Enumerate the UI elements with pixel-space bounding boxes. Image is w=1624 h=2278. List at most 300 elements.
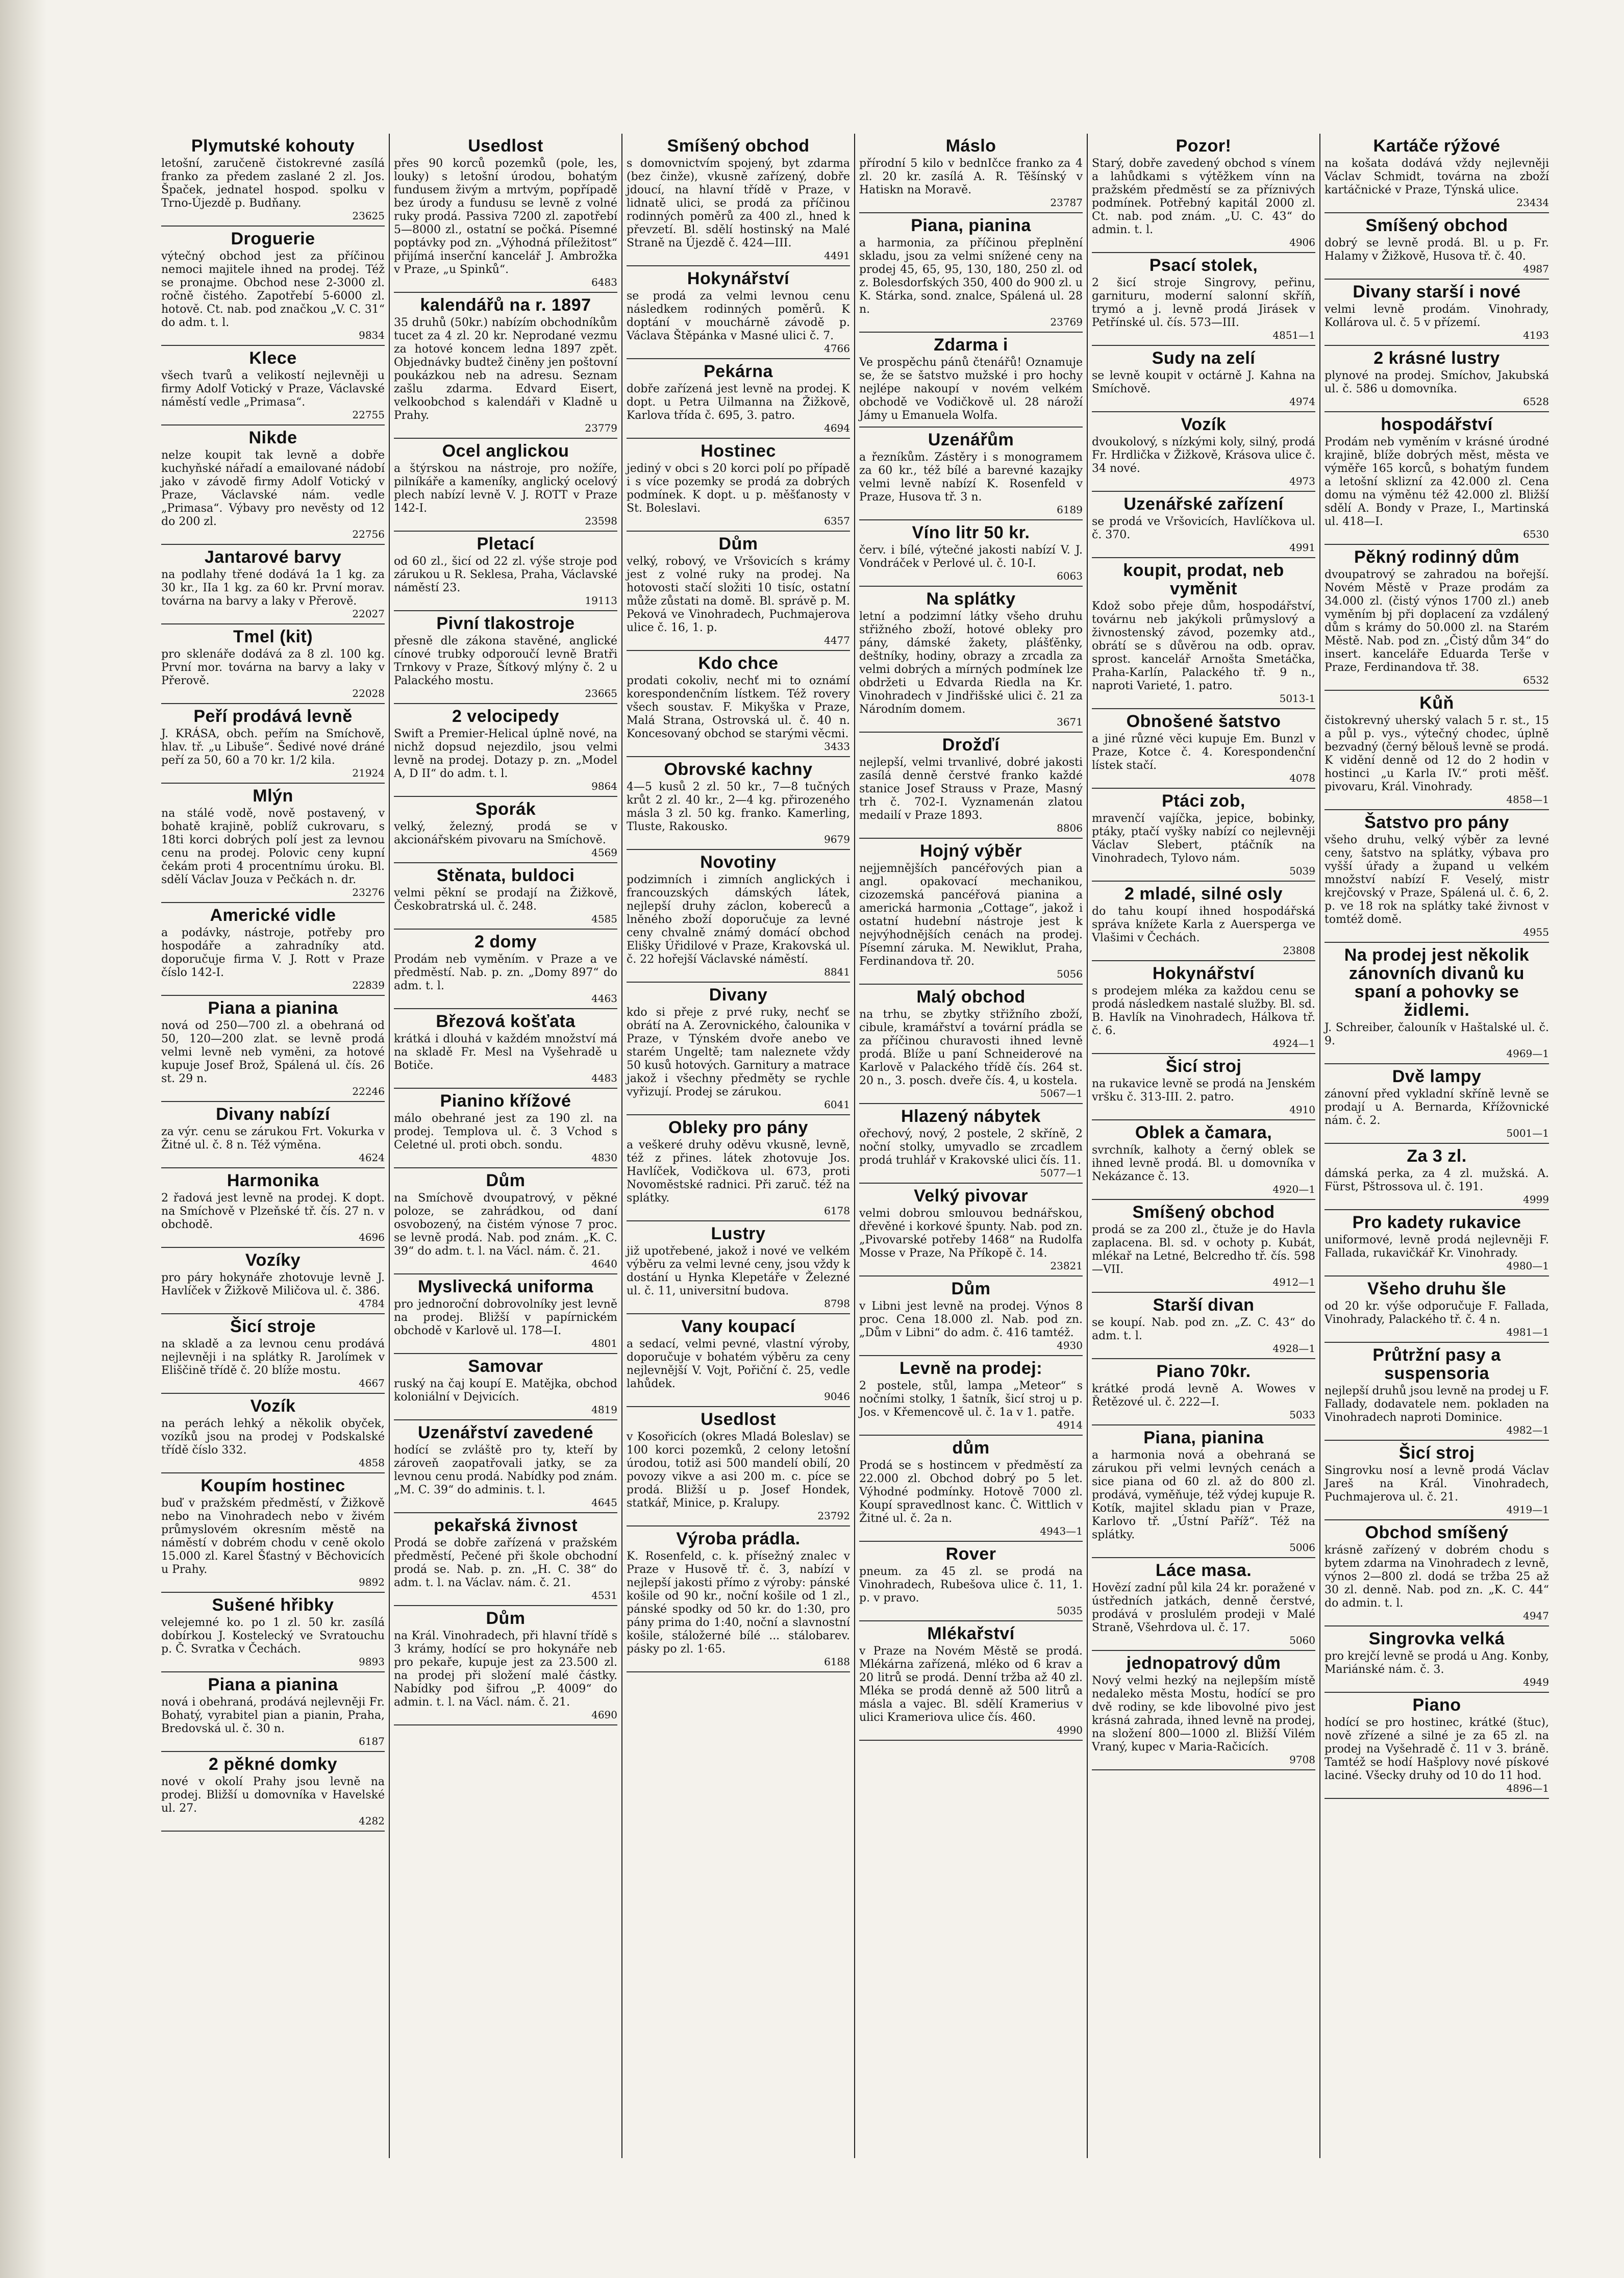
classified-ad	[859, 333, 1083, 428]
ad-text: nejlepší druhů jsou levně na prodej u F. Fallady, dodavatele nem. pokladen na Vinohradech naproti Dominice.	[1325, 1385, 1549, 1424]
ad-number: 4999	[1523, 1193, 1549, 1206]
ad-heading: Hostinec	[701, 441, 776, 461]
ad-text: pro krejčí levně se prodá u Ang. Konby, Mariánské nám. č. 3.	[1325, 1650, 1549, 1676]
ad-heading: Máslo	[945, 136, 996, 156]
ad-text: velký, robový, ve Vršovicích s krámy jest z volné ruky na prodej. Na hotovosti stačí složiti 10 tisíc, ostatní může zůstati na domě. Bl. správě p. M. Peková ve Vinohradech, Puchmajerova ulice č. 16, 1. p.	[627, 555, 850, 634]
ad-text: na košata dodává vždy nejlevněji Václav Schmidt, továrna na zboží kartáčnické v Praze, Týnská ulice.	[1325, 157, 1549, 196]
ad-number: 6189	[1057, 504, 1083, 516]
ad-text: a harmonia, za příčinou přeplnění skladu, jsou za velmi snížené ceny na prodej 45, 65, 95, 130, 180, 250 zl. od z. Bolesdorfských 350, 400 do 900 zl. u K. Stárka, sond. znalce, Spálená ul. 28 n.	[859, 237, 1083, 316]
ad-number: 4282	[359, 1815, 385, 1827]
ad-heading: jednopatrový dům	[1126, 1654, 1281, 1673]
ad-heading: Jantarové barvy	[204, 547, 342, 567]
ad-number: 5013-1	[1279, 692, 1315, 705]
ad-heading: Divany nabízí	[216, 1105, 330, 1124]
ad-number: 4477	[824, 634, 850, 646]
ad-number: 8798	[824, 1297, 850, 1310]
ad-heading: Šatstvo pro pány	[1364, 813, 1509, 832]
classified-ad	[1092, 709, 1315, 789]
classified-ad	[859, 733, 1083, 839]
ad-number: 6532	[1523, 674, 1549, 686]
classified-ad	[627, 1221, 850, 1314]
ad-text: na podlahy třené dodává 1a 1 kg. za 30 kr., IIa 1 kg. za 60 kr. První morav. továrna na barvy a laky v Přerově.	[161, 568, 385, 608]
classified-ad	[859, 1184, 1083, 1276]
ad-heading: Obnošené šatstvo	[1126, 712, 1281, 731]
ad-text: krátká i dlouhá v každém množství má na skladě Fr. Mesl na Vyšehradě u Botiče.	[394, 1033, 617, 1072]
ad-text: nejlepší, velmi trvanlivé, dobré jakosti zasílá denně čerstvé franko každé stanice Josef Strauss v Praze, Masný trh č. 702-I. Vyznamenán zlatou medailí v Praze 1893.	[859, 756, 1083, 822]
ad-text: 2 řadová jest levně na prodej. K dopt. na Smíchově v Plzeňské tř. čís. 27 n. v obchodě.	[161, 1192, 385, 1231]
ad-number: 4969—1	[1506, 1047, 1549, 1060]
ad-heading: Březová košťata	[436, 1012, 576, 1031]
classified-ad	[161, 996, 385, 1102]
ad-text: prodati cokoliv, nechť mi to oznámí korespondenčním lístkem. Též rovery všech soustav. F. Mikyška v Praze, Malá Strana, Ostrovská ul. č. 40 n. Koncesovaný obchod se starými věcmi.	[627, 674, 850, 740]
classified-ad	[1092, 1200, 1315, 1293]
classified-ad	[859, 1621, 1083, 1741]
ad-number: 4624	[359, 1151, 385, 1164]
ad-number: 23276	[352, 886, 385, 898]
ad-heading: Mlýn	[253, 786, 293, 806]
classified-ad	[859, 1104, 1083, 1184]
ad-heading: Vozík	[1181, 415, 1227, 434]
ad-text: dámská perka, za 4 zl. mužská. A. Fürst, Pštrossova ul. č. 191.	[1325, 1167, 1549, 1193]
classified-ad	[1325, 280, 1549, 346]
classified-ad	[161, 903, 385, 996]
ad-text: jediný v obci s 20 korci polí po případě i s více pozemky se prodá za dobrých podmínek. K dopt. u p. měšťanosty v St. Boleslavi.	[627, 462, 850, 515]
ad-heading: Hojný výběr	[919, 841, 1022, 861]
ad-heading: Uzenářské zařízení	[1123, 494, 1284, 514]
ad-number: 4491	[824, 249, 850, 262]
ad-number: 4980—1	[1506, 1260, 1549, 1272]
ad-heading: hospodářství	[1381, 415, 1493, 434]
classified-ad	[859, 1542, 1083, 1621]
ad-heading: Kartáče rýžové	[1373, 136, 1501, 156]
ad-text: se prodá za velmi levnou cenu následkem rodinných poměrů. K doptání v mouchárně závodě p. Václava Štěpánka v Masné ulici č. 7.	[627, 290, 850, 342]
classified-ad	[1092, 1425, 1315, 1558]
ad-number: 4645	[591, 1496, 617, 1509]
ad-number: 23779	[585, 422, 617, 434]
classified-ad	[394, 134, 617, 293]
ad-number: 4924—1	[1272, 1037, 1315, 1049]
ad-number: 4640	[591, 1258, 617, 1270]
classified-ad	[1092, 346, 1315, 412]
ad-text: zánovní před vykladní skříně levně se prodají u A. Bernarda, Křížovnické nám. č. 2.	[1325, 1088, 1549, 1127]
ad-text: Kdož sobo přeje dům, hospodářství, továrnu neb jakýkoli průmyslový a živnostenský závod, pozemky atd., obrátí se s důvěrou na odb. oprav. sprost. kancelář Arnošta Smetáčka, Praha-Karlín, Palackého tř. 9 n., naproti Varieté, 1. patro.	[1092, 600, 1315, 692]
classified-ad	[1325, 810, 1549, 943]
classified-ad	[627, 651, 850, 757]
ad-heading: Piana a pianina	[208, 1675, 338, 1694]
ad-text: se koupí. Nab. pod zn. „Z. C. 43“ do adm. t. l.	[1092, 1316, 1315, 1342]
ad-number: 4973	[1289, 475, 1315, 487]
ad-number: 9679	[824, 833, 850, 845]
ad-number: 22839	[352, 979, 385, 991]
ad-number: 5001—1	[1506, 1127, 1549, 1139]
ad-number: 4667	[359, 1377, 385, 1389]
classified-ad	[1325, 1276, 1549, 1343]
ad-number: 4974	[1289, 395, 1315, 408]
ad-number: 19113	[585, 594, 617, 607]
ad-text: nové v okolí Prahy jsou levně na prodej. Bližší u domovníka v Havelské ul. 27.	[161, 1775, 385, 1815]
ad-text: pro jednoroční dobrovolníky jest levně na prodej. Bližší v papírnickém obchodě v Karlově ul. 178—I.	[394, 1298, 617, 1337]
classified-ad	[627, 983, 850, 1115]
ad-text: nová i obehraná, prodává nejlevněji Fr. Bohatý, vyrabitel pian a pianin, Praha, Bredovská ul. č. 30 n.	[161, 1696, 385, 1735]
ad-text: a harmonia nová a obehraná se zárukou při velmi levných cenách a sice piana od 60 zl. až do 800 zl. prodává, vyměňuje, též výdej kupuje R. Kotík, majitel skladu pian v Praze, Karlovo tř. „Ústní Paříž“. Též na splátky.	[1092, 1449, 1315, 1541]
ad-heading: 2 domy	[474, 932, 537, 952]
ad-heading: Kdo chce	[698, 654, 779, 673]
ad-text: Prodám neb vyměním. v Praze a ve předměstí. Nab. p. zn. „Domy 897“ do adm. t. l.	[394, 953, 617, 992]
ad-text: letní a podzimní látky všeho druhu střižného zboží, hotové obleky pro pány, dámské žakety, plášťěnky, deštníky, hodiny, obrazy a zrcadla za velmi dobrých a mírných podmínek lze obdržeti u Edvarda Riedla na Kr. Vinohradech v Jindřišské ulici č. 21 za Národním domem.	[859, 610, 1083, 716]
ad-heading: Víno litr 50 kr.	[912, 523, 1030, 542]
ad-heading: Nikde	[248, 428, 297, 447]
ad-heading: Obrovské kachny	[664, 760, 813, 779]
ad-number: 8806	[1057, 822, 1083, 834]
ad-heading: 2 velocipedy	[452, 707, 560, 726]
classified-ad	[161, 624, 385, 704]
classified-ad	[161, 1314, 385, 1394]
ad-text: od 20 kr. výše odporučuje F. Fallada, Vinohrady, Palackého tř. č. 4 n.	[1325, 1300, 1549, 1326]
ad-text: hodící se zvláště pro ty, kteří by zároveň zaopatřovali jatky, se za levnou cenu prodá. Nabídky pod znám. „M. C. 39“ do adminis. t. l.	[394, 1444, 617, 1496]
ad-column-5	[1088, 134, 1320, 2158]
classified-ad	[1325, 1626, 1549, 1693]
ad-number: 4569	[591, 846, 617, 859]
ad-heading: Hokynářství	[687, 269, 790, 288]
ad-heading: Piano 70kr.	[1156, 1362, 1251, 1381]
ad-heading: Piano	[1412, 1695, 1461, 1715]
ad-text: v Libni jest levně na prodej. Výnos 8 proc. Cena 18.000 zl. Nab. pod zn. „Dům v Libni“ do adm. č. 416 tamtéž.	[859, 1300, 1083, 1339]
classified-ad	[627, 1115, 850, 1221]
ad-text: ořechový, nový, 2 postele, 2 skříně, 2 noční stolky, umyvadlo se zrcadlem prodá truhlář v Krakovské ulici čís. 11.	[859, 1128, 1083, 1167]
ad-number: 9893	[359, 1656, 385, 1668]
ad-number: 21924	[352, 767, 385, 779]
ad-text: Hovězí zadní půl kila 24 kr. poražené v ústředních jatkách, denně čerstvé, prodává v proslulém prodeji v Malé Straně, Všehrdova ul. č. 17.	[1092, 1582, 1315, 1634]
ad-text: všech tvarů a velikostí nejlevněji u firmy Adolf Votický v Praze, Václavské náměstí vedle „Primasa“.	[161, 369, 385, 409]
ad-heading: Piana, pianina	[1143, 1428, 1264, 1447]
ad-number: 4919—1	[1506, 1504, 1549, 1516]
ad-heading: Drožďí	[942, 735, 1000, 755]
ad-number: 23625	[352, 210, 385, 222]
ad-heading: Vany koupací	[681, 1317, 795, 1336]
classified-ad	[394, 439, 617, 532]
ad-heading: Levně na prodej:	[899, 1359, 1043, 1378]
ad-heading: Na prodej jest několik zánovních divanů ku spaní a pohovky se židlemi.	[1344, 945, 1530, 1020]
classified-ad	[859, 213, 1083, 333]
ad-number: 4078	[1289, 772, 1315, 784]
classified-ad	[394, 1168, 617, 1274]
ad-text: velmi levně prodám. Vinohrady, Kollárova ul. č. 5 v přízemí.	[1325, 303, 1549, 329]
ad-text: na skladě a za levnou cenu prodává nejlevněji i na splátky R. Jarolímek v Eliščině třídě č. 20 blíže mostu.	[161, 1338, 385, 1377]
ad-text: pro sklenáře dodává za 8 zl. 100 kg. První mor. továrna na barvy a laky v Přerově.	[161, 648, 385, 687]
ad-heading: Pro kadety rukavice	[1352, 1213, 1521, 1232]
ad-heading: 2 mladé, silné osly	[1125, 884, 1283, 904]
classified-ad	[161, 704, 385, 784]
ad-number: 4694	[824, 422, 850, 434]
classified-ad	[161, 1102, 385, 1168]
ad-heading: Piana a pianina	[208, 998, 338, 1018]
classified-ad	[161, 1248, 385, 1314]
ad-heading: dům	[952, 1438, 990, 1458]
classified-ad	[161, 1473, 385, 1593]
ad-number: 22028	[352, 687, 385, 699]
ad-text: dobře zařízená jest levně na prodej. K dopt. u Petra Uilmanna na Žižkově, Karlova třída č. 695, 3. patro.	[627, 383, 850, 422]
ad-text: mravenčí vajíčka, jepice, bobinky, ptáky, ptačí vyšky nabízí co nejlevněji Václav Slebert, ptáčník na Vinohradech, Tylovo nám.	[1092, 812, 1315, 865]
ad-heading: Peří prodává levně	[193, 707, 353, 726]
ad-text: na perách lehký a několik obyček, vozíků jsou na prodej v Podskalské třídě číslo 332.	[161, 1417, 385, 1457]
ad-heading: Ptáci zob,	[1162, 791, 1245, 811]
ad-heading: Obchod smíšený	[1365, 1523, 1509, 1542]
ad-number: 4982—1	[1506, 1424, 1549, 1436]
ad-heading: Koupím hostinec	[201, 1476, 345, 1495]
ad-number: 23598	[585, 515, 617, 527]
ad-number: 4801	[591, 1337, 617, 1349]
classified-ad	[859, 1276, 1083, 1356]
ad-heading: Pěkný rodinný dům	[1354, 547, 1519, 567]
ad-number: 4912—1	[1272, 1276, 1315, 1288]
ad-number: 4955	[1523, 926, 1549, 938]
ad-text: dvoukolový, s nízkými koly, silný, prodá Fr. Hrdlička v Žižkově, Krásova ulice č. 34 nové.	[1092, 436, 1315, 475]
classified-ad	[394, 1606, 617, 1725]
ad-heading: Hokynářství	[1152, 964, 1255, 983]
ad-number: 23787	[1050, 196, 1083, 209]
classified-ad	[1092, 1054, 1315, 1120]
ad-number: 6483	[591, 276, 617, 288]
classified-ad	[627, 1314, 850, 1407]
classified-ad	[1325, 1210, 1549, 1276]
ad-heading: Pivní tlakostroje	[436, 614, 575, 633]
ad-heading: Droguerie	[231, 229, 315, 248]
ad-number: 4896—1	[1506, 1782, 1549, 1794]
classified-ad	[1325, 1144, 1549, 1210]
ad-text: přírodní 5 kilo v bednIčce franko za 4 zl. 20 kr. zasílá A. R. Těšínský v Hatiskn na Moravě.	[859, 157, 1083, 196]
classified-ad	[1325, 545, 1549, 691]
ad-text: výtečný obchod jest za příčinou nemoci majitele ihned na prodej. Též se pronajme. Obchod nese 2-3000 zl. ročně čistého. Zapotřebí 5-6000 zl. hotově. Ct. nab. pod značkou „V. C. 31“ do adm. t. l.	[161, 250, 385, 329]
ad-text: hodící se pro hostinec, krátké (štuc), nově zřízené a silné je za 65 zl. na prodej na Vyšehradě č. 11 v 3. bráně. Tamtéž se hodí Hašplovy nové pískové laciné. Všecky druhy od 10 do 11 hod.	[1325, 1716, 1549, 1782]
classified-ad	[1092, 412, 1315, 492]
ad-heading: Singrovka velká	[1368, 1629, 1505, 1648]
ad-heading: Lustry	[711, 1224, 766, 1243]
classified-ad	[394, 930, 617, 1009]
ad-number: 4193	[1523, 329, 1549, 341]
classified-ad	[394, 1009, 617, 1089]
ad-text: a jiné různé věci kupuje Em. Bunzl v Praze, Kotce č. 4. Korespondenční lístek stačí.	[1092, 733, 1315, 772]
ad-heading: 2 pěkné domky	[208, 1755, 338, 1774]
ad-text: na rukavice levně se prodá na Jenském vršku č. 313-III. 2. patro.	[1092, 1078, 1315, 1104]
ad-text: na stálé vodě, nově postavený, v bohatě krajině, poblíž cukrovaru, s 18ti korci dobrých polí jest za levnou cenu na prodej. Polovic ceny kupní čekám proti 4 procentnímu úroku. Bl. sdělí Václav Jouza v Pečkách n. dr.	[161, 807, 385, 886]
classified-ad	[627, 266, 850, 359]
ad-text: plynové na prodej. Smíchov, Jakubská ul. č. 586 u domovníka.	[1325, 369, 1549, 395]
classified-ad	[161, 1752, 385, 1832]
ad-heading: Usedlost	[701, 1410, 776, 1429]
ad-heading: Smíšený obchod	[667, 136, 810, 156]
ad-heading: Novotiny	[700, 853, 777, 872]
ad-heading: Ocel anglickou	[442, 441, 569, 461]
ad-text: v Praze na Novém Městě se prodá. Mlékárna zařízená, mléko od 6 krav a 20 litrů se prodá. Denní tržba až 40 zl. Mléka se prodá denně až 500 litrů a másla a vajec. Bl. sdělí Kramerius v ulici Krameriova ulice čís. 460.	[859, 1645, 1083, 1724]
ad-number: 4858—1	[1506, 793, 1549, 806]
ad-text: a řezníkům. Zástěry i s monogramem za 60 kr., též bílé a barevné kazajky velmi levně nabízí K. Rosenfeld v Praze, Husova tř. 3 n.	[859, 451, 1083, 504]
ad-text: červ. i bílé, výtečné jakosti nabízí V. J. Vondráček v Perlové ul. č. 10-I.	[859, 544, 1083, 570]
ad-heading: Pletací	[477, 534, 535, 554]
ad-heading: Velký pivovar	[914, 1186, 1028, 1206]
ad-text: nelze koupit tak levně a dobře kuchyňské nářadí a emailované nádobí jako v závodě firmy Adolf Votický v Praze, Václavské nám. vedle „Primasa“. Výbavy pro nevěsty od 12 do 200 zl.	[161, 449, 385, 528]
ad-heading: Stěnata, buldoci	[436, 866, 575, 885]
ad-text: 35 druhů (50kr.) nabízím obchodníkům tucet za 4 zl. 20 kr. Neprodané vezmu za hotové koncem ledna 1897 zpět. Objednávky budtež činěny jen poštovní poukázkou neb na adresu. Seznam zašlu zdarma. Edvard Eisert, velkoobchod s kalendáři v Kladně u Prahy.	[394, 316, 617, 422]
ad-heading: Šicí stroje	[230, 1317, 316, 1336]
ad-text: velmi dobrou smlouvou bednářskou, dřevěné i korkové špunty. Nab. pod zn. „Pivovarské potřeby 1468“ na Rudolfa Mosse v Praze, Na Příkopě č. 14.	[859, 1207, 1083, 1260]
ad-number: 5039	[1289, 865, 1315, 877]
ad-heading: Dům	[951, 1279, 991, 1298]
ad-heading: Hlazený nábytek	[901, 1107, 1041, 1126]
ad-number: 5056	[1057, 968, 1083, 980]
ad-text: všeho druhu, velký výběr za levné ceny, šatstvo na splátky, výbava pro vyšší úřady a župand u velkém množství nabízí F. Veselý, mistr krejčovský v Praze, Spálená ul. č. 6, 2. p. ve 18 rok na splátky také živnost v tomtéž domě.	[1325, 834, 1549, 926]
ad-number: 5035	[1057, 1605, 1083, 1617]
ad-heading: Samovar	[468, 1357, 543, 1376]
ad-text: svrchník, kalhoty a černý oblek se ihned levně prodá. Bl. u domovníka v Nekázance č. 13.	[1092, 1144, 1315, 1183]
ad-heading: Smíšený obchod	[1365, 216, 1508, 235]
classified-ad	[394, 1420, 617, 1513]
classified-ad	[627, 439, 850, 532]
ad-text: nová od 250—700 zl. a obehraná od 50, 120—200 zlat. se levně prodá velmi levně neb vyměni, za hotové kupuje Josef Brož, Spálená ul. čís. 26 st. 29 n.	[161, 1019, 385, 1085]
ad-number: 9864	[591, 780, 617, 792]
classified-ad	[1325, 943, 1549, 1064]
ad-number: 5006	[1289, 1541, 1315, 1554]
ad-number: 23808	[1283, 944, 1315, 957]
classified-ad	[1325, 1693, 1549, 1799]
ad-number: 22755	[352, 409, 385, 421]
classified-ad	[859, 1436, 1083, 1542]
ad-text: do tahu koupí ihned hospodářská správa knížete Karla z Auersperga ve Vlašimi v Čechách.	[1092, 905, 1315, 944]
ad-text: pneum. za 45 zl. se prodá na Vinohradech, Rubešova ulice č. 11, 1. p. v pravo.	[859, 1565, 1083, 1605]
ad-text: podzimních i zimních anglických i francouzských dámských látek, nejlepší druhy záclon, kobereců a lněného zboží doporučuje za levné ceny chvalně známý domácí obchod Elišky Úřidilové v Praze, Krakovská ul. č. 22 hořejší Václavské náměstí.	[627, 873, 850, 966]
classified-ad	[1325, 1064, 1549, 1144]
ad-text: 4—5 kusů 2 zl. 50 kr., 7—8 tučných krůt 2 zl. 40 kr., 2—4 kg. přirozeného másla 3 zl. 50 kg. franko. Kamerling, Tluste, Rakousko.	[627, 781, 850, 833]
ad-number: 4949	[1523, 1676, 1549, 1688]
classified-ad	[1325, 1520, 1549, 1626]
ad-number: 9046	[824, 1390, 850, 1403]
ad-number: 4531	[591, 1589, 617, 1601]
ad-text: a podávky, nástroje, potřeby pro hospodáře a zahradníky atd. doporučuje firma V. J. Rott v Praze číslo 142-I.	[161, 927, 385, 979]
ad-text: málo obehrané jest za 190 zl. na prodej. Templova ul. č. 3 Vchod s Celetné ul. proti obch. sondu.	[394, 1112, 617, 1151]
ad-text: ruský na čaj koupí E. Matějka, obchod koloniální v Dejvicích.	[394, 1378, 617, 1404]
ad-number: 4920—1	[1272, 1183, 1315, 1195]
ad-number: 4851—1	[1272, 329, 1315, 341]
ad-number: 4463	[591, 992, 617, 1005]
ad-number: 23434	[1516, 196, 1549, 209]
ad-text: Nový velmi hezký na nejlepším místě nedaleko města Mostu, hodící se pro dvě rodiny, se kde libovolné pivo jest krásná zahrada, ihned levně na prodej, na složení 800—1000 zl. Bližší Vilém Vraný, kupec v Maria-Račicích.	[1092, 1674, 1315, 1754]
ad-text: za výr. cenu se zárukou Frt. Vokurka v Žitné ul. č. 8 n. Též výměna.	[161, 1125, 385, 1151]
ad-text: Swift a Premier-Helical úplně nové, na nichž dopsud nejezdilo, jsou velmi levně na prodej. Dotazy p. zn. „Model A, D II“ do adm. t. l.	[394, 728, 617, 780]
ad-text: a veškeré druhy oděvu vkusně, levně, též z přines. látek zhotovuje Jos. Havlíček, Vodičkova ul. 673, proti Novoměstské radnici. Při zaruč. též na splátky.	[627, 1139, 850, 1205]
classified-ad	[1092, 558, 1315, 709]
ad-number: 4585	[591, 913, 617, 925]
classified-ad	[859, 1356, 1083, 1436]
ad-number: 6178	[824, 1205, 850, 1217]
ad-heading: Pekárna	[704, 362, 773, 381]
classified-ad	[394, 1513, 617, 1606]
ad-number: 4784	[359, 1297, 385, 1310]
ad-text: pro páry hokynáře zhotovuje levně J. Havlíček v Žižkově Miličova ul. č. 386.	[161, 1271, 385, 1297]
ad-text: velký, železný, prodá se v akcionářském pivovaru na Smíchově.	[394, 820, 617, 846]
ad-number: 9834	[359, 329, 385, 341]
ad-text: uniformové, levně prodá nejlevněji F. Fallada, rukavičkář Kr. Vinohrady.	[1325, 1234, 1549, 1260]
classified-ad	[161, 784, 385, 903]
classified-ad	[627, 757, 850, 850]
ad-heading: Mlékařství	[927, 1624, 1015, 1643]
ad-number: 4990	[1057, 1724, 1083, 1736]
ad-text: a štýrskou na nástroje, pro nožíře, pilníkáře a kameníky, anglický ocelový plech nabízí levně V. J. ROTT v Praze 142-I.	[394, 462, 617, 515]
ad-number: 4766	[824, 342, 850, 355]
ad-number: 6188	[824, 1656, 850, 1668]
ad-text: přes 90 korců pozemků (pole, les, louky) s letošní úrodou, bohatým fundusem živým a mrtvým, popřípadě bez úrody a fundusu se levně z volné ruky prodá. Passiva 7200 zl. zapotřebí 5—8000 zl., ostatní se počká. Písemné poptávky pod zn. „Výhodná příležitost“ přijímá inserční kancelář J. Ambrožka v Praze, „u Spinků“.	[394, 157, 617, 276]
ad-text: velmi pěkní se prodají na Žižkově, Českobratrská ul. č. 248.	[394, 887, 617, 913]
classified-ad	[394, 611, 617, 704]
classified-ad	[1092, 1651, 1315, 1770]
classified-ad	[627, 850, 850, 983]
ad-heading: koupit, prodat, neb vyměnit	[1123, 561, 1284, 598]
ad-text: J. Schreiber, čalouník v Haštalské ul. č. 9.	[1325, 1021, 1549, 1047]
ad-text: Prodám neb vyměním v krásné úrodné krajině, blíže dobrých měst, města ve výměře 165 korců, s bohatým fundem a letošní sklizní za 42.000 zl. Cena domu na výměnu též 42.000 zl. Bližší sdělí A. Bondy v Praze, I., Martinská ul. 418—I.	[1325, 436, 1549, 528]
ad-heading: Psací stolek,	[1149, 256, 1258, 275]
classified-ad	[1325, 1441, 1549, 1520]
ad-number: 4928—1	[1272, 1342, 1315, 1355]
ad-text: nejjemnějších pancéřových pian a angl. opakovací mechanikou, cizozemská pancéřová pianina a americká harmonia „Cottage“, jakož i ostatní hudební nástroje jest k nejvýhodnějších cenách na prodej. Písemní zárukа. M. Newiklut, Praha, Ferdinandova tř. 20.	[859, 862, 1083, 968]
ad-text: přesně dle zákona stavěné, anglické cínové trubky odporoučí levně Bratři Trnkovy v Praze, Šítkový mlýny č. 2 u Palackého mostu.	[394, 635, 617, 687]
ad-number: 4981—1	[1506, 1326, 1549, 1338]
classified-ad	[859, 985, 1083, 1104]
ad-text: buď v pražském předměstí, v Žižkově nebo na Vinohradech nebo v živém průmyslovém okresním městě na náměstí v dobrém chodu v ceně okolo 15.000 zl. Karel Šťastný v Běchovicích u Prahy.	[161, 1497, 385, 1576]
ad-column-3	[622, 134, 855, 2158]
ad-number: 4830	[591, 1151, 617, 1164]
classified-ad	[394, 293, 617, 439]
ad-heading: Pozor!	[1176, 136, 1232, 156]
ad-number: 22756	[352, 528, 385, 540]
classified-ad	[859, 839, 1083, 985]
classified-ad	[1092, 961, 1315, 1054]
ad-heading: Rover	[945, 1544, 996, 1564]
classified-ad	[1092, 789, 1315, 882]
ad-number: 23792	[817, 1510, 850, 1522]
ad-text: na Král. Vinohradech, při hlavní třídě s 3 krámy, hodící se pro hokynáře neb pro pekaře, kupuje jest za 23.500 zl. na prodej při složení malé částky. Nabídky pod šifrou „P. 4009“ do admin. t. l. na Václ. nám. č. 21.	[394, 1630, 617, 1709]
ad-text: a sedací, velmi pevné, vlastní výroby, doporučuje v bohatém výběru za ceny nejlevnější V. Vojt, Pořiční č. 25, vedle lahůdek.	[627, 1338, 850, 1390]
classified-ad	[161, 227, 385, 346]
ad-heading: Divany	[709, 985, 768, 1005]
ad-number: 3671	[1057, 716, 1083, 728]
ad-text: na Smíchově dvoupatrový, v pěkné poloze, se zahrádkou, od daní osvobozený, na čistém výnose 7 proc. se levně prodá. Nab. pod znám. „K. C. 39“ do adm. t. l. na Václ. nám. č. 21.	[394, 1192, 617, 1258]
ad-heading: Dům	[486, 1609, 526, 1628]
ad-number: 22027	[352, 608, 385, 620]
ad-heading: Šicí stroj	[1165, 1057, 1242, 1076]
ad-text: krátké prodá levně A. Wowes v Řetězové ul. č. 222—I.	[1092, 1383, 1315, 1409]
ad-text: se levně koupit v octárně J. Kahna na Smíchově.	[1092, 369, 1315, 395]
ad-number: 6357	[824, 515, 850, 527]
ad-heading: Malý obchod	[916, 987, 1026, 1007]
ad-heading: Sudy na zelí	[1152, 348, 1256, 368]
ad-text: již upotřebené, jakož i nové ve velkém výběru za velmi levné ceny, jsou vždy k dostání u Hynka Klepetáře v Železné ul. č. 11, universitní budova.	[627, 1245, 850, 1297]
ad-number: 8841	[824, 966, 850, 978]
ad-number: 23769	[1050, 316, 1083, 328]
ad-text: Starý, dobře zavedený obchod s vínem a lahůdkami s výtěžkem vínn na pražském předměstí se za příznivých podmínek. Potřebný kapitál 2000 zl. Ct. nab. pod znám. „U. C. 43“ do admin. t. l.	[1092, 157, 1315, 236]
classified-ad	[1092, 882, 1315, 961]
ad-heading: Tmel (kit)	[233, 627, 313, 646]
ad-column-2	[390, 134, 622, 2158]
classified-ad	[394, 863, 617, 930]
classified-ad	[1092, 1359, 1315, 1425]
ad-number: 4914	[1057, 1419, 1083, 1431]
classified-ad	[394, 1274, 617, 1354]
ad-number: 23665	[585, 687, 617, 699]
ad-number: 22246	[352, 1085, 385, 1097]
classified-ad	[161, 1672, 385, 1752]
ad-heading: Piana, pianina	[911, 216, 1031, 235]
ad-heading: Obleky pro pány	[668, 1118, 808, 1137]
ad-heading: Dům	[718, 534, 758, 554]
ad-number: 9892	[359, 1576, 385, 1588]
